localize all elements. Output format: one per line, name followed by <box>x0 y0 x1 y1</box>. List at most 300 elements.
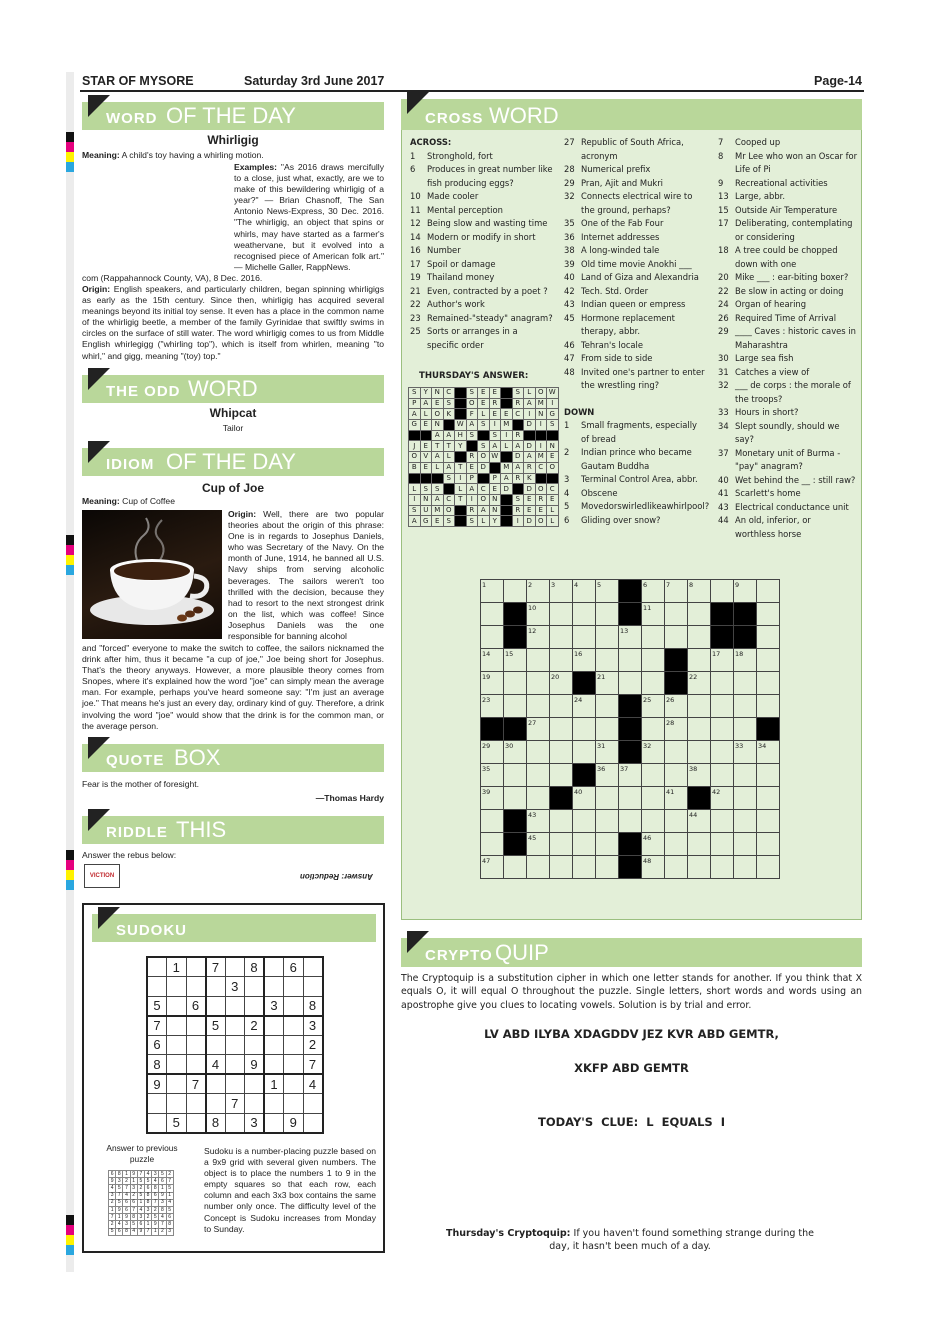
crossword-cell[interactable] <box>757 672 780 695</box>
crossword-cell[interactable] <box>573 626 596 649</box>
crossword-cell[interactable] <box>711 626 734 649</box>
sudoku-cell[interactable] <box>186 1035 206 1055</box>
prev-sudoku-cell: 9 <box>123 1214 130 1221</box>
crossword-cell[interactable] <box>504 672 527 695</box>
crossword-cell[interactable] <box>757 649 780 672</box>
crossword-cell[interactable] <box>642 649 665 672</box>
clue-number: 22 <box>718 285 729 296</box>
crossword-cell[interactable] <box>596 649 619 672</box>
sudoku-cell[interactable] <box>167 1094 187 1114</box>
crossword-cell[interactable] <box>573 672 596 695</box>
crossword-cell[interactable] <box>711 603 734 626</box>
sudoku-cell[interactable]: 5 <box>206 1016 226 1036</box>
crossword-cell[interactable]: 38 <box>688 764 711 787</box>
crossword-cell[interactable]: 1 <box>481 580 504 603</box>
sudoku-cell[interactable] <box>167 1016 187 1036</box>
clue-row <box>564 190 714 204</box>
sudoku-cell[interactable]: 3 <box>225 977 245 997</box>
crossword-cell[interactable] <box>734 810 757 833</box>
crossword-cell[interactable] <box>481 810 504 833</box>
clue-text: Be slow in acting or doing <box>735 285 844 296</box>
answer-cell <box>489 462 501 473</box>
crossword-cell[interactable] <box>550 718 573 741</box>
sudoku-cell[interactable]: 7 <box>147 1016 167 1036</box>
crossword-cell[interactable]: 27 <box>527 718 550 741</box>
crossword-cell[interactable]: 32 <box>642 741 665 764</box>
crossword-cell[interactable] <box>757 718 780 741</box>
sudoku-cell[interactable] <box>245 1094 265 1114</box>
crossword-cell[interactable] <box>573 833 596 856</box>
crossword-cell[interactable] <box>504 695 527 718</box>
crossword-cell[interactable] <box>734 833 757 856</box>
sudoku-cell[interactable] <box>284 977 304 997</box>
sudoku-cell[interactable] <box>284 996 304 1016</box>
crossword-cell[interactable]: 47 <box>481 856 504 879</box>
crossword-cell[interactable] <box>573 603 596 626</box>
crossword-cell[interactable] <box>757 856 780 879</box>
answer-cell: W <box>489 452 501 463</box>
crossword-cell[interactable]: 34 <box>757 741 780 764</box>
clue-text: Numerical prefix <box>581 164 651 174</box>
sudoku-cell[interactable] <box>303 957 323 977</box>
crossword-cell[interactable] <box>527 695 550 718</box>
idiom-origin-cont: and "forced" everyone to make the switch to coffee, the sailors nicknamed the drink after him, thus it became "a cup of joe," Joe being short for Josephus. That's the theory anyways. However, a more plausible theory comes from Snopes, where it's explained how the word "joe" can simply mean the average man. For example, perhaps you've heard someone say: "I'm just an average joe." That means he's just an every day, ordinary kind of guy. Therefore, a drink involving the word "joe" would show that the drink is for the common man, or the average person. <box>82 643 384 731</box>
crossword-cell[interactable] <box>573 856 596 879</box>
bar-label-light: OF THE DAY <box>166 103 296 128</box>
crossword-cell[interactable] <box>757 580 780 603</box>
crossword-cell[interactable] <box>734 787 757 810</box>
crossword-cell[interactable]: 48 <box>642 856 665 879</box>
sudoku-cell[interactable]: 4 <box>206 1055 226 1075</box>
sudoku-cell[interactable] <box>186 957 206 977</box>
sudoku-cell[interactable]: 2 <box>303 1035 323 1055</box>
crossword-cell[interactable] <box>734 695 757 718</box>
clue-row <box>718 379 860 393</box>
crossword-cell[interactable]: 21 <box>596 672 619 695</box>
crossword-cell[interactable] <box>596 856 619 879</box>
clue-text: Pran, Ajit and Mukri <box>581 177 664 188</box>
crossword-cell[interactable] <box>642 764 665 787</box>
crossword-cell[interactable]: 2 <box>527 580 550 603</box>
crossword-cell[interactable]: 26 <box>665 695 688 718</box>
crossword-cell[interactable] <box>550 626 573 649</box>
sudoku-cell[interactable]: 8 <box>147 1055 167 1075</box>
crossword-cell[interactable] <box>757 764 780 787</box>
prev-sudoku-cell: 2 <box>109 1221 116 1228</box>
crossword-cell[interactable] <box>642 718 665 741</box>
sudoku-cell[interactable]: 5 <box>147 996 167 1016</box>
crossword-cell[interactable] <box>481 603 504 626</box>
crossword-cell[interactable] <box>619 856 642 879</box>
crossword-cell[interactable] <box>665 856 688 879</box>
crossword-cell[interactable] <box>688 787 711 810</box>
sudoku-cell[interactable] <box>303 1113 323 1133</box>
prev-sudoku-cell: 7 <box>123 1185 130 1192</box>
crossword-cell[interactable] <box>688 649 711 672</box>
sudoku-cell[interactable]: 1 <box>264 1074 284 1094</box>
crossword-cell[interactable] <box>527 672 550 695</box>
clue-row <box>564 163 714 177</box>
sudoku-cell[interactable] <box>186 1113 206 1133</box>
crossword-cell[interactable] <box>734 856 757 879</box>
prev-sudoku-cell: 9 <box>116 1206 123 1213</box>
sudoku-cell[interactable] <box>147 1113 167 1133</box>
crossword-cell[interactable] <box>734 718 757 741</box>
sudoku-cell[interactable] <box>147 977 167 997</box>
crossword-cell[interactable] <box>550 695 573 718</box>
crossword-cell[interactable] <box>619 810 642 833</box>
crossword-cell[interactable] <box>688 718 711 741</box>
crossword-cell[interactable]: 10 <box>527 603 550 626</box>
sudoku-cell[interactable] <box>186 1055 206 1075</box>
crossword-cell[interactable] <box>665 672 688 695</box>
sudoku-cell[interactable] <box>284 1074 304 1094</box>
crossword-cell[interactable] <box>619 718 642 741</box>
sudoku-cell[interactable] <box>225 1055 245 1075</box>
crossword-cell[interactable] <box>504 764 527 787</box>
crossword-cell[interactable] <box>550 856 573 879</box>
crossword-cell[interactable] <box>711 695 734 718</box>
sudoku-cell[interactable] <box>206 1094 226 1114</box>
sudoku-cell[interactable]: 6 <box>186 996 206 1016</box>
crossword-cell[interactable]: 41 <box>665 787 688 810</box>
sudoku-cell[interactable] <box>225 957 245 977</box>
crossword-cell[interactable] <box>573 741 596 764</box>
sudoku-cell[interactable] <box>264 1016 284 1036</box>
sudoku-cell[interactable]: 6 <box>284 957 304 977</box>
crossword-cell[interactable] <box>596 787 619 810</box>
sudoku-grid[interactable] <box>146 956 324 1134</box>
label: Origin: <box>228 509 257 519</box>
crossword-cell[interactable]: 42 <box>711 787 734 810</box>
clue-row <box>564 366 714 380</box>
crossword-cell[interactable]: 24 <box>573 695 596 718</box>
crossword-cell[interactable] <box>619 741 642 764</box>
crossword-cell[interactable]: 17 <box>711 649 734 672</box>
clue-number: 27 <box>564 137 575 147</box>
crossword-cell[interactable] <box>665 833 688 856</box>
crossword-cell[interactable]: 6 <box>642 580 665 603</box>
sudoku-cell[interactable] <box>284 1094 304 1114</box>
answer-cell: P <box>466 473 478 484</box>
crossword-cell[interactable] <box>550 810 573 833</box>
sudoku-cell[interactable] <box>225 996 245 1016</box>
sudoku-cell[interactable]: 7 <box>206 957 226 977</box>
crossword-cell[interactable] <box>757 833 780 856</box>
crossword-cell[interactable]: 7 <box>665 580 688 603</box>
left-margin-strip <box>66 72 74 1272</box>
sudoku-cell[interactable] <box>264 957 284 977</box>
crossword-cell[interactable]: 31 <box>596 741 619 764</box>
crossword-cell[interactable]: 25 <box>642 695 665 718</box>
crossword-cell[interactable] <box>596 603 619 626</box>
answer-cell: D <box>524 516 536 527</box>
crossword-cell[interactable]: 16 <box>573 649 596 672</box>
crossword-cell[interactable] <box>688 626 711 649</box>
crossword-cell[interactable] <box>550 833 573 856</box>
sudoku-cell[interactable] <box>264 1035 284 1055</box>
clue-number: 43 <box>718 501 729 512</box>
crossword-cell[interactable] <box>757 787 780 810</box>
crossword-cell[interactable]: 15 <box>504 649 527 672</box>
sudoku-cell[interactable] <box>225 1016 245 1036</box>
crossword-cell[interactable] <box>573 718 596 741</box>
sudoku-cell[interactable]: 8 <box>245 957 265 977</box>
crossword-cell[interactable] <box>688 695 711 718</box>
crossword-cell[interactable] <box>573 810 596 833</box>
answer-cell: I <box>524 409 536 420</box>
sudoku-cell[interactable] <box>147 1094 167 1114</box>
sudoku-cell[interactable]: 7 <box>186 1074 206 1094</box>
crossword-cell[interactable] <box>596 810 619 833</box>
crossword-cell[interactable] <box>481 626 504 649</box>
crossword-cell[interactable] <box>596 833 619 856</box>
sudoku-cell[interactable] <box>206 1074 226 1094</box>
sudoku-cell[interactable] <box>167 1055 187 1075</box>
crossword-cell[interactable] <box>504 833 527 856</box>
crossword-cell[interactable]: 40 <box>573 787 596 810</box>
sudoku-cell[interactable]: 9 <box>284 1113 304 1133</box>
sudoku-cell[interactable]: 4 <box>303 1074 323 1094</box>
sudoku-cell[interactable] <box>264 1113 284 1133</box>
crossword-cell[interactable]: 23 <box>481 695 504 718</box>
answer-cell: L <box>547 516 559 527</box>
crossword-cell[interactable] <box>665 626 688 649</box>
clue-text: Number <box>427 245 461 255</box>
crossword-cell[interactable]: 30 <box>504 741 527 764</box>
crossword-cell[interactable]: 8 <box>688 580 711 603</box>
crossword-cell[interactable] <box>596 718 619 741</box>
sudoku-cell[interactable] <box>264 1094 284 1114</box>
crossword-cell[interactable] <box>550 741 573 764</box>
crossword-cell[interactable] <box>619 580 642 603</box>
examples-text: "As 2016 draws mercifully to a close, just what, exactly, are we to make of this bewildering whirligig of a year?" — Brian Chasnoff, The San Antonio News-Express, 30 Dec. 2016. "The whirligig, an object that spins or whirls, may have started as a farmer's weathervane, but it evolved into a recognised piece of American folk art." — Michelle Galler, RappNews. <box>234 162 385 272</box>
crossword-cell[interactable]: 33 <box>734 741 757 764</box>
clue-row <box>564 473 714 487</box>
answer-cell: S <box>547 420 559 431</box>
crossword-cell[interactable] <box>711 764 734 787</box>
odd-word-meaning: Tailor <box>222 423 244 433</box>
crossword-cell[interactable]: 4 <box>573 580 596 603</box>
sudoku-cell[interactable] <box>284 1016 304 1036</box>
crossword-cell[interactable] <box>711 810 734 833</box>
clue-text: Invited one's partner to enter <box>581 366 705 377</box>
crossword-cell[interactable] <box>688 603 711 626</box>
sudoku-cell[interactable]: 9 <box>245 1055 265 1075</box>
sudoku-cell[interactable] <box>206 977 226 997</box>
answer-cell: W <box>547 388 559 399</box>
crossword-cell[interactable]: 36 <box>596 764 619 787</box>
clue-text: therapy, abbr. <box>581 326 641 336</box>
crossword-cell[interactable] <box>504 810 527 833</box>
sudoku-cell[interactable] <box>167 977 187 997</box>
sudoku-cell[interactable] <box>245 1074 265 1094</box>
answer-cell: S <box>443 516 455 527</box>
crossword-cell[interactable] <box>550 764 573 787</box>
clue-row <box>410 163 560 177</box>
crossword-cell[interactable] <box>619 603 642 626</box>
crossword-cell[interactable]: 37 <box>619 764 642 787</box>
sudoku-cell[interactable] <box>225 1074 245 1094</box>
crossword-cell[interactable] <box>504 626 527 649</box>
sudoku-cell[interactable] <box>264 977 284 997</box>
crossword-cell[interactable] <box>757 810 780 833</box>
sudoku-cell[interactable] <box>245 977 265 997</box>
sudoku-cell[interactable]: 8 <box>303 996 323 1016</box>
prev-sudoku-cell: 2 <box>166 1171 173 1178</box>
crossword-cell[interactable] <box>504 580 527 603</box>
crossword-cell[interactable] <box>550 649 573 672</box>
crossword-cell[interactable] <box>711 833 734 856</box>
crossword-cell[interactable] <box>734 672 757 695</box>
sudoku-cell[interactable]: 7 <box>225 1094 245 1114</box>
crossword-cell[interactable]: 28 <box>665 718 688 741</box>
crossword-cell[interactable] <box>711 672 734 695</box>
crossword-cell[interactable]: 39 <box>481 787 504 810</box>
sudoku-cell[interactable] <box>167 996 187 1016</box>
sudoku-cell[interactable] <box>147 957 167 977</box>
crossword-cell[interactable] <box>573 764 596 787</box>
crossword-cell[interactable] <box>642 787 665 810</box>
crossword-grid[interactable] <box>480 579 780 879</box>
crossword-cell[interactable] <box>688 856 711 879</box>
sudoku-cell[interactable]: 8 <box>206 1113 226 1133</box>
crossword-cell[interactable]: 5 <box>596 580 619 603</box>
sudoku-cell[interactable]: 3 <box>303 1016 323 1036</box>
crossword-cell[interactable]: 19 <box>481 672 504 695</box>
crossword-cell[interactable]: 45 <box>527 833 550 856</box>
sudoku-cell[interactable] <box>245 996 265 1016</box>
crossword-cell[interactable] <box>481 718 504 741</box>
crossword-cell[interactable] <box>596 626 619 649</box>
crossword-cell[interactable] <box>734 764 757 787</box>
crossword-cell[interactable] <box>619 672 642 695</box>
sudoku-cell[interactable] <box>186 1016 206 1036</box>
crossword-cell[interactable]: 9 <box>734 580 757 603</box>
crossword-cell[interactable] <box>665 741 688 764</box>
crossword-cell[interactable]: 44 <box>688 810 711 833</box>
crossword-cell[interactable]: 11 <box>642 603 665 626</box>
crossword-cell[interactable] <box>665 764 688 787</box>
bar-label: QUOTE <box>106 752 165 769</box>
sudoku-cell[interactable] <box>167 1035 187 1055</box>
crossword-cell[interactable] <box>642 672 665 695</box>
prev-sudoku-cell: 6 <box>166 1214 173 1221</box>
sudoku-cell[interactable] <box>167 1074 187 1094</box>
crossword-cell[interactable] <box>619 695 642 718</box>
crossword-cell[interactable]: 20 <box>550 672 573 695</box>
crossword-cell[interactable] <box>757 603 780 626</box>
crossword-cell[interactable] <box>665 810 688 833</box>
clue-text: specific order <box>427 339 484 350</box>
crossword-cell[interactable]: 18 <box>734 649 757 672</box>
crossword-cell[interactable] <box>550 787 573 810</box>
answer-cell: N <box>535 409 547 420</box>
crossword-cell[interactable] <box>642 626 665 649</box>
crossword-cell[interactable] <box>596 695 619 718</box>
sudoku-cell[interactable] <box>186 977 206 997</box>
sudoku-cell[interactable]: 2 <box>245 1016 265 1036</box>
sudoku-cell[interactable] <box>284 1055 304 1075</box>
crossword-cell[interactable]: 35 <box>481 764 504 787</box>
sudoku-cell[interactable]: 7 <box>303 1055 323 1075</box>
crossword-cell[interactable] <box>504 787 527 810</box>
cryptoquip-bar <box>401 938 862 967</box>
bar-label: RIDDLE <box>106 824 168 841</box>
crossword-cell[interactable] <box>734 603 757 626</box>
sudoku-cell[interactable] <box>245 1035 265 1055</box>
sudoku-cell[interactable] <box>206 996 226 1016</box>
crossword-cell[interactable] <box>550 603 573 626</box>
sudoku-cell[interactable]: 3 <box>264 996 284 1016</box>
crossword-cell[interactable] <box>619 833 642 856</box>
crossword-cell[interactable]: 12 <box>527 626 550 649</box>
crossword-cell[interactable]: 46 <box>642 833 665 856</box>
crossword-cell[interactable] <box>688 741 711 764</box>
crossword-cell[interactable]: 13 <box>619 626 642 649</box>
crossword-cell[interactable]: 43 <box>527 810 550 833</box>
sudoku-cell[interactable] <box>303 977 323 997</box>
crossword-cell[interactable] <box>688 833 711 856</box>
clue-number <box>410 339 427 353</box>
sudoku-cell[interactable]: 5 <box>167 1113 187 1133</box>
crossword-cell[interactable] <box>757 626 780 649</box>
clue-number: 47 <box>564 353 575 363</box>
sudoku-cell[interactable] <box>264 1055 284 1075</box>
crossword-cell[interactable] <box>504 856 527 879</box>
crossword-cell[interactable] <box>711 718 734 741</box>
crossword-cell[interactable] <box>527 741 550 764</box>
sudoku-cell[interactable]: 1 <box>167 957 187 977</box>
crossword-cell[interactable]: 14 <box>481 649 504 672</box>
label: Origin: <box>82 284 111 294</box>
sudoku-cell[interactable] <box>303 1094 323 1114</box>
crossword-cell[interactable] <box>527 764 550 787</box>
crossword-cell[interactable] <box>665 649 688 672</box>
sudoku-cell[interactable]: 9 <box>147 1074 167 1094</box>
sudoku-cell[interactable] <box>206 1035 226 1055</box>
crossword-cell[interactable] <box>665 603 688 626</box>
sudoku-cell[interactable]: 3 <box>245 1113 265 1133</box>
clue-row <box>718 177 860 191</box>
crossword-cell[interactable] <box>711 856 734 879</box>
sudoku-cell[interactable] <box>186 1094 206 1114</box>
crossword-cell[interactable] <box>711 580 734 603</box>
sudoku-cell[interactable] <box>225 1113 245 1133</box>
crossword-cell[interactable] <box>527 856 550 879</box>
crossword-cell[interactable] <box>619 787 642 810</box>
crossword-cell[interactable] <box>642 810 665 833</box>
crossword-cell[interactable] <box>527 649 550 672</box>
sudoku-cell[interactable] <box>225 1035 245 1055</box>
crossword-cell[interactable] <box>527 787 550 810</box>
crossword-cell[interactable] <box>711 741 734 764</box>
crossword-cell[interactable] <box>481 833 504 856</box>
crossword-cell[interactable]: 29 <box>481 741 504 764</box>
crossword-cell[interactable]: 3 <box>550 580 573 603</box>
crossword-cell[interactable]: 22 <box>688 672 711 695</box>
crossword-cell[interactable] <box>619 649 642 672</box>
sudoku-cell[interactable]: 6 <box>147 1035 167 1055</box>
crossword-cell[interactable] <box>757 695 780 718</box>
sudoku-cell[interactable] <box>284 1035 304 1055</box>
answer-cell: I <box>547 398 559 409</box>
clue-row <box>718 501 860 515</box>
crossword-cell[interactable] <box>734 626 757 649</box>
crossword-cell[interactable] <box>504 603 527 626</box>
crossword-cell[interactable] <box>504 718 527 741</box>
answer-cell: R <box>535 494 547 505</box>
